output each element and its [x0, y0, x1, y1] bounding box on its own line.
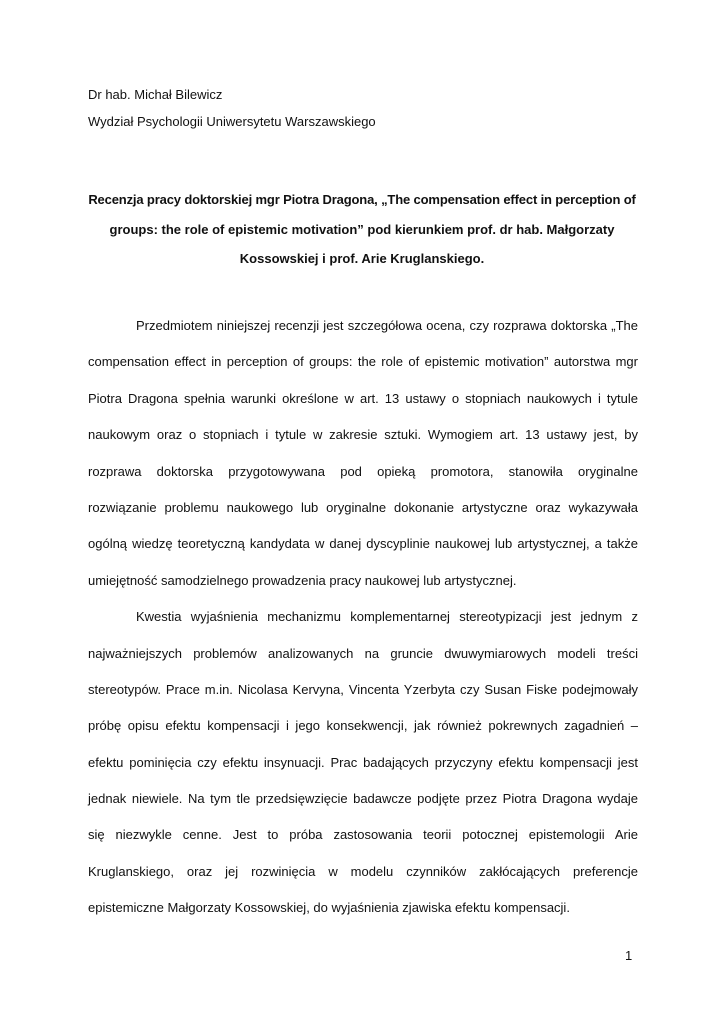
- reviewer-name: Dr hab. Michał Bilewicz: [88, 87, 223, 102]
- paragraph-1: [88, 317, 638, 590]
- text-line: Piotra Dragona spełnia warunki określone w art. 13 ustawy o stopniach naukowych i tytule: [88, 390, 638, 406]
- text-line: efektu pominięcia czy efektu insynuacji. Prac badających przyczyny efektu kompensacji jest: [88, 754, 638, 770]
- paragraph-2: [88, 608, 638, 917]
- text-line: rozwiązanie problemu naukowego lub oryginalne dokonanie artystyczne oraz wykazywała: [88, 499, 638, 515]
- text-line: Przedmiotem niniejszej recenzji jest szczegółowa ocena, czy rozprawa doktorska „The: [136, 318, 638, 333]
- title-line: groups: the role of epistemic motivation” pod kierunkiem prof. dr hab. Małgorzaty: [109, 221, 615, 237]
- text-line: naukowym oraz o stopniach i tytule w zakresie sztuki. Wymogiem art. 13 ustawy jest, by: [88, 427, 638, 443]
- title-line: Kossowskiej i prof. Arie Kruglanskiego.: [239, 251, 485, 266]
- text-line: najważniejszych problemów analizowanych na gruncie dwuwymiarowych modeli treści: [88, 645, 638, 661]
- text-line: Kwestia wyjaśnienia mechanizmu komplementarnej stereotypizacji jest jednym z: [136, 609, 638, 625]
- page-number: 1: [625, 948, 633, 963]
- text-line: rozprawa doktorska przygotowywana pod opieką promotora, stanowiła oryginalne: [88, 463, 638, 479]
- text-line: stereotypów. Prace m.in. Nicolasa Kervyna, Vincenta Yzerbyta czy Susan Fiske podejmowały: [88, 681, 638, 697]
- text-line: epistemiczne Małgorzaty Kossowskiej, do wyjaśnienia zjawiska efektu kompensacji.: [88, 900, 570, 916]
- author-block: [88, 86, 648, 140]
- text-line: ogólną wiedzę teoretyczną kandydata w danej dyscyplinie naukowej lub artystycznej, a także: [88, 536, 638, 552]
- text-line: Kruglanskiego, oraz jej rozwinięcia w modelu czynników zakłócających preferencje: [88, 863, 638, 879]
- text-line: się niezwykle cenne. Jest to próba zastosowania teorii potocznej epistemologii Arie: [88, 827, 638, 843]
- review-title: [88, 191, 636, 280]
- text-line: jednak niewiele. Na tym tle przedsięwzięcie badawcze podjęte przez Piotra Dragona wydaje: [88, 791, 638, 807]
- text-line: próbę opisu efektu kompensacji i jego konsekwencji, jak również pokrewnych zagadnień –: [88, 718, 638, 734]
- document-body: [88, 317, 638, 936]
- title-line: Recenzja pracy doktorskiej mgr Piotra Dragona, „The compensation effect in perception of: [88, 192, 636, 207]
- text-line: compensation effect in perception of groups: the role of epistemic motivation” autorstwa mgr: [88, 354, 638, 370]
- text-line: umiejętność samodzielnego prowadzenia pracy naukowej lub artystycznej.: [88, 572, 517, 588]
- reviewer-affiliation: Wydział Psychologii Uniwersytetu Warszawskiego: [88, 114, 376, 129]
